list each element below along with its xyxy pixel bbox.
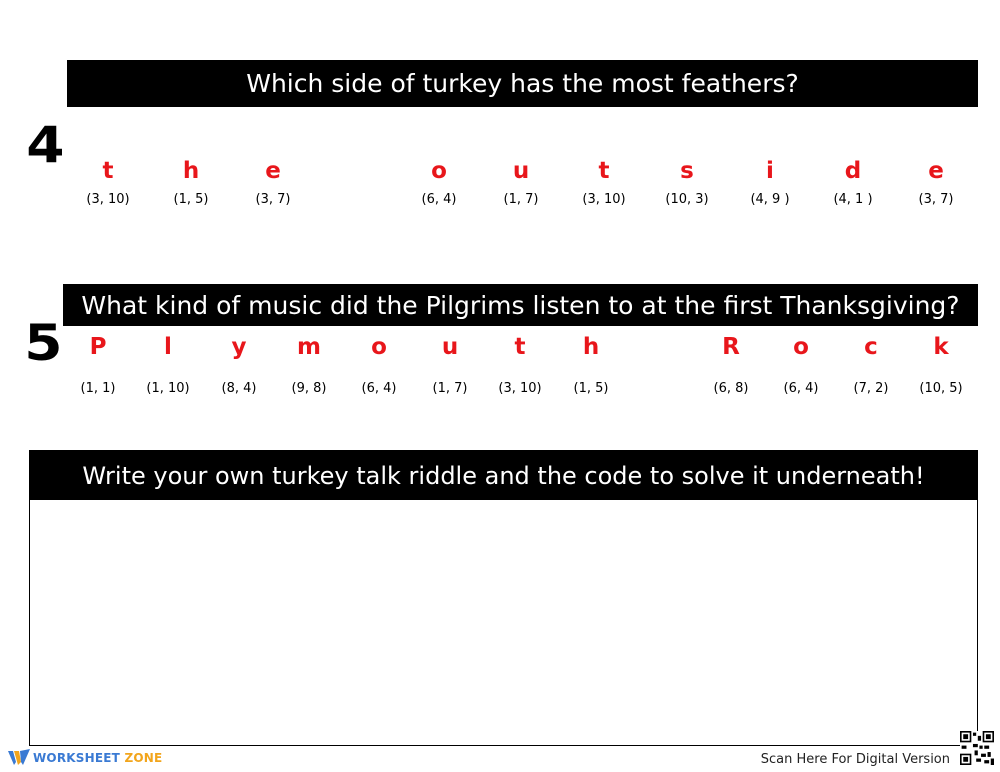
answer-letter: t — [598, 158, 610, 184]
coordinate-clue: (4, 9 ) — [750, 192, 790, 207]
coordinate-clue: (9, 8) — [291, 381, 327, 396]
answer-cell — [901, 334, 981, 397]
coordinate-clue: (3, 10) — [86, 192, 130, 207]
answer-cell — [68, 158, 148, 208]
answer-letter: c — [864, 334, 878, 360]
answer-cell — [128, 334, 208, 397]
answer-cell — [691, 334, 771, 397]
answer-letter: P — [89, 334, 107, 360]
coordinate-clue: (1, 7) — [432, 381, 468, 396]
answer-cell — [564, 158, 644, 208]
coordinate-clue: (3, 10) — [498, 381, 542, 396]
worksheetzone-logo-text: WORKSHEET ZONE — [33, 751, 163, 765]
coordinate-clue: (4, 1 ) — [833, 192, 873, 207]
answer-letter: t — [102, 158, 114, 184]
coordinate-clue: (3, 7) — [255, 192, 291, 207]
answer-cell — [896, 158, 976, 208]
question-4-answer-row — [0, 158, 1000, 228]
question-5-answer-row — [0, 334, 1000, 404]
answer-cell — [58, 334, 138, 397]
answer-letter: h — [582, 334, 600, 360]
answer-cell — [730, 158, 810, 208]
answer-letter: i — [766, 158, 774, 184]
answer-letter: o — [371, 334, 387, 360]
answer-letter: e — [928, 158, 944, 184]
question-5-number: 5 — [24, 314, 63, 372]
question-5-text: What kind of music did the Pilgrims listen to at the first Thanksgiving? — [81, 290, 960, 320]
coordinate-clue: (3, 10) — [582, 192, 626, 207]
answer-letter: e — [265, 158, 281, 184]
coordinate-clue: (3, 7) — [918, 192, 954, 207]
answer-cell — [480, 334, 560, 397]
answer-letter: d — [844, 158, 862, 184]
coordinate-clue: (6, 4) — [783, 381, 819, 396]
coordinate-clue: (8, 4) — [221, 381, 257, 396]
question-4-banner — [67, 60, 978, 107]
worksheetzone-logo-icon — [8, 749, 30, 767]
answer-cell — [761, 334, 841, 397]
answer-letter: t — [514, 334, 526, 360]
coordinate-clue: (1, 10) — [146, 381, 190, 396]
question-4-text: Which side of turkey has the most feathers? — [246, 69, 799, 98]
answer-cell — [481, 158, 561, 208]
answer-cell — [199, 334, 279, 397]
answer-letter: u — [512, 158, 530, 184]
own-riddle-heading — [30, 451, 977, 500]
answer-letter: R — [722, 334, 740, 360]
coordinate-clue: (6, 4) — [361, 381, 397, 396]
answer-letter: u — [441, 334, 459, 360]
own-riddle-answer-area[interactable] — [30, 500, 977, 745]
answer-cell — [410, 334, 490, 397]
coordinate-clue: (6, 8) — [713, 381, 749, 396]
coordinate-clue: (1, 1) — [80, 381, 116, 396]
worksheetzone-logo[interactable] — [8, 749, 162, 767]
answer-cell — [647, 158, 727, 208]
question-4-number: 4 — [26, 116, 65, 174]
answer-cell — [813, 158, 893, 208]
answer-cell — [551, 334, 631, 397]
answer-cell — [831, 334, 911, 397]
coordinate-clue: (6, 4) — [421, 192, 457, 207]
coordinate-clue: (1, 5) — [173, 192, 209, 207]
own-riddle-heading-text: Write your own turkey talk riddle and the code to solve it underneath! — [82, 461, 925, 490]
answer-cell — [399, 158, 479, 208]
answer-letter: k — [933, 334, 949, 360]
answer-cell — [269, 334, 349, 397]
answer-letter: s — [680, 158, 694, 184]
question-5-banner — [63, 284, 978, 326]
answer-cell — [233, 158, 313, 208]
own-riddle-box — [29, 450, 978, 746]
answer-letter: h — [182, 158, 200, 184]
coordinate-clue: (1, 7) — [503, 192, 539, 207]
answer-cell — [339, 334, 419, 397]
answer-letter: o — [793, 334, 809, 360]
coordinate-clue: (10, 5) — [919, 381, 963, 396]
qr-code-icon[interactable] — [960, 731, 994, 765]
answer-letter: l — [164, 334, 172, 360]
scan-digital-version-text: Scan Here For Digital Version — [760, 752, 950, 767]
answer-letter: y — [231, 334, 247, 360]
coordinate-clue: (10, 3) — [665, 192, 709, 207]
coordinate-clue: (1, 5) — [573, 381, 609, 396]
coordinate-clue: (7, 2) — [853, 381, 889, 396]
answer-letter: o — [431, 158, 447, 184]
answer-cell — [151, 158, 231, 208]
answer-letter: m — [297, 334, 321, 360]
